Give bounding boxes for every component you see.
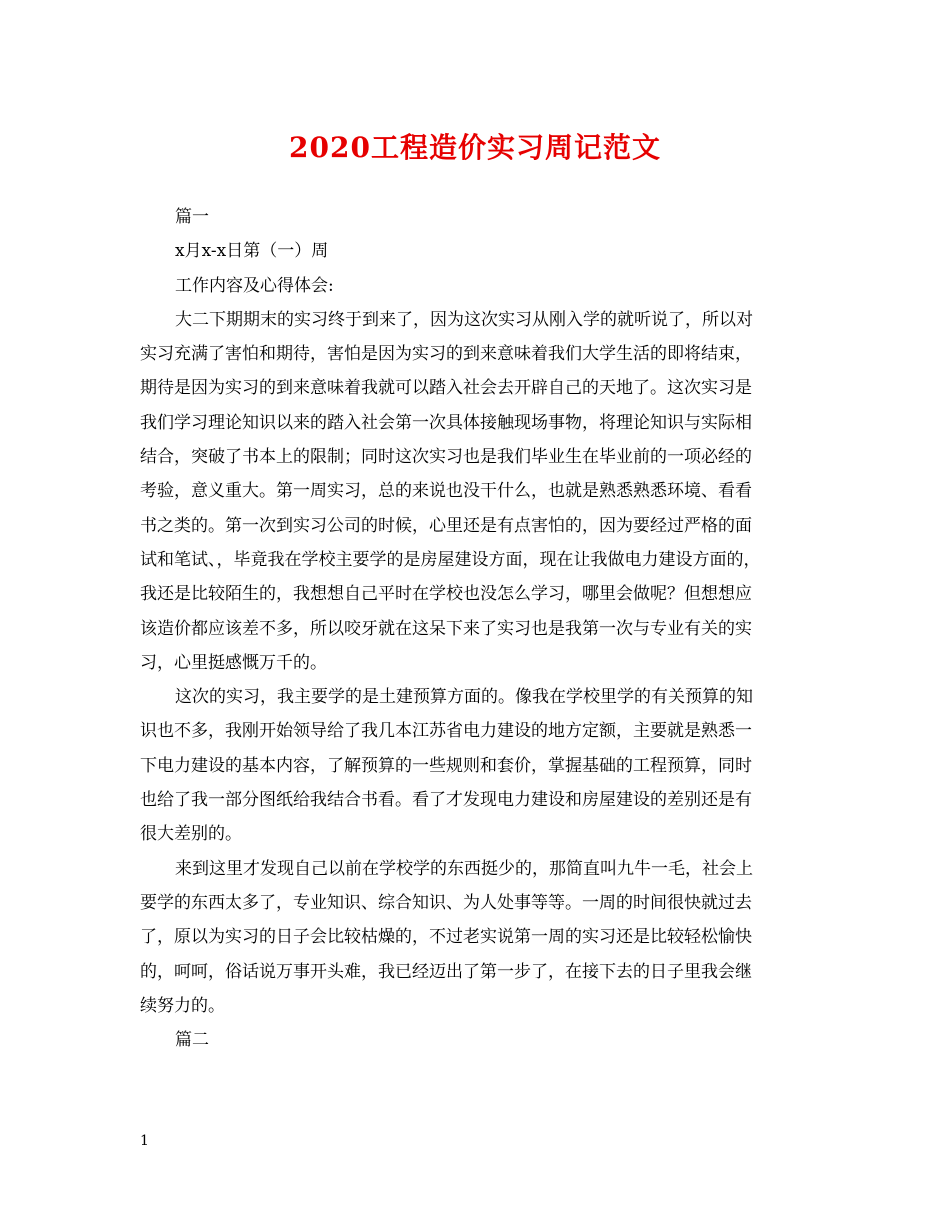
- paragraph-line: 我们学习理论知识以来的踏入社会第一次具体接触现场事物，将理论知识与实际相: [140, 412, 752, 433]
- paragraph-line: 我还是比较陌生的，我想想自己平时在学校也没怎么学习，哪里会做呢？但想想应: [140, 584, 752, 605]
- document-title: 2020工程造价实习周记范文: [289, 131, 661, 164]
- paragraph-line: 的，呵呵，俗话说万事开头难，我已经迈出了第一步了，在接下去的日子里我会继: [140, 961, 752, 982]
- subheading: 工作内容及心得体会:: [175, 275, 334, 296]
- paragraph-line: 结合，突破了书本上的限制；同时这次实习也是我们毕业生在毕业前的一项必经的: [140, 447, 752, 468]
- paragraph-line: 实习充满了害怕和期待，害怕是因为实习的到来意味着我们大学生活的即将结束，: [140, 344, 752, 365]
- paragraph-line: 习，心里挺感慨万千的。: [140, 652, 327, 673]
- paragraph-line: 考验，意义重大。第一周实习，总的来说也没干什么，也就是熟悉熟悉环境、看看: [140, 481, 752, 502]
- paragraph-line: 要学的东西太多了，专业知识、综合知识、为人处事等等。一周的时间很快就过去: [140, 892, 752, 913]
- paragraph-line: 期待是因为实习的到来意味着我就可以踏入社会去开辟自己的天地了。这次实习是: [140, 378, 752, 399]
- paragraph-line: 这次的实习，我主要学的是土建预算方面的。像我在学校里学的有关预算的知: [175, 687, 753, 708]
- paragraph-line: 来到这里才发现自己以前在学校学的东西挺少的，那简直叫九牛一毛，社会上: [175, 858, 753, 879]
- paragraph-line: 试和笔试、，毕竟我在学校主要学的是房屋建设方面，现在让我做电力建设方面的，: [140, 549, 761, 570]
- date-line: x月x-x日第（一）周: [175, 241, 329, 262]
- section-heading: 篇二: [175, 1030, 209, 1051]
- paragraph-line: 识也不多，我刚开始领导给了我几本江苏省电力建设的地方定额，主要就是熟悉一: [140, 721, 752, 742]
- document-body: [140, 200, 820, 1057]
- paragraph-line: 大二下期期末的实习终于到来了，因为这次实习从刚入学的就听说了，所以对: [175, 309, 753, 330]
- paragraph-line: 也给了我一部分图纸给我结合书看。看了才发现电力建设和房屋建设的差别还是有: [140, 790, 752, 811]
- paragraph-line: 续努力的。: [140, 995, 225, 1016]
- paragraph-line: 该造价都应该差不多，所以咬牙就在这呆下来了实习也是我第一次与专业有关的实: [140, 618, 752, 639]
- page-number: 1: [140, 1133, 149, 1149]
- paragraph-line: 书之类的。第一次到实习公司的时候，心里还是有点害怕的，因为要经过严格的面: [140, 515, 752, 536]
- paragraph-line: 很大差别的。: [140, 824, 242, 845]
- paragraph-line: 下电力建设的基本内容，了解预算的一些规则和套价，掌握基础的工程预算，同时: [140, 755, 752, 776]
- section-heading: 篇一: [175, 207, 209, 227]
- paragraph-line: 了，原以为实习的日子会比较枯燥的，不过老实说第一周的实习还是比较轻松愉快: [140, 927, 752, 948]
